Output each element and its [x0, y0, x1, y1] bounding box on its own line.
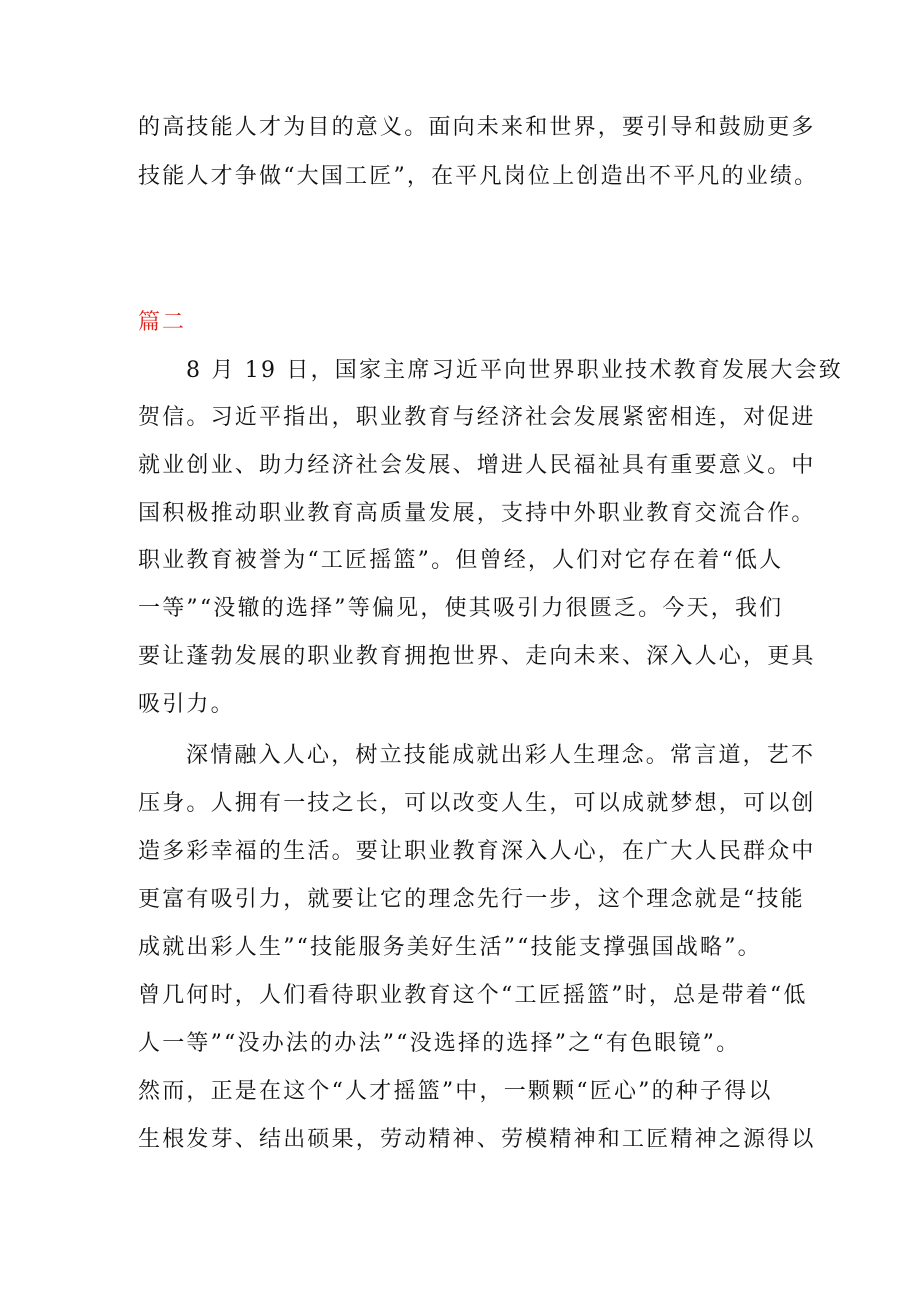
intro-line: 的高技能人才为目的意义。面向未来和世界，要引导和鼓励更多	[138, 115, 816, 140]
paragraph-line: 贺信。习近平指出，职业教育与经济社会发展紧密相连，对促进	[138, 405, 816, 430]
paragraph-line: 深情融入人心，树立技能成就出彩人生理念。常言道，艺不	[186, 743, 816, 768]
paragraph-line: 更富有吸引力，就要让它的理念先行一步，这个理念就是“技能	[138, 887, 805, 912]
paragraph-line: 人一等”“没办法的办法”“没选择的选择”之“有色眼镜”。	[138, 1031, 741, 1056]
paragraph-line: 要让蓬勃发展的职业教育拥抱世界、走向未来、深入人心，更具	[138, 644, 816, 669]
paragraph-line: 8 月 19 日，国家主席习近平向世界职业技术教育发展大会致	[186, 358, 843, 383]
paragraph-line: 生根发芽、结出硕果，劳动精神、劳模精神和工匠精神之源得以	[138, 1127, 816, 1152]
paragraph-line: 就业创业、助力经济社会发展、增进人民福祉具有重要意义。中	[138, 453, 816, 478]
section-heading: 篇二	[138, 310, 187, 335]
paragraph-line: 压身。人拥有一技之长，可以改变人生，可以成就梦想，可以创	[138, 791, 816, 816]
paragraph-line: 然而，正是在这个“人才摇篮”中，一颗颗“匠心”的种子得以	[138, 1079, 773, 1104]
paragraph-line: 成就出彩人生”“技能服务美好生活”“技能支撑强国战略”。	[138, 935, 762, 960]
paragraph-line: 造多彩幸福的生活。要让职业教育深入人心，在广大人民群众中	[138, 839, 816, 864]
paragraph-line: 一等”“没辙的选择”等偏见，使其吸引力很匮乏。今天，我们	[138, 596, 784, 621]
intro-line: 技能人才争做“大国工匠”，在平凡岗位上创造出不平凡的业绩。	[138, 164, 819, 189]
paragraph-line: 吸引力。	[138, 692, 235, 717]
paragraph-line: 职业教育被誉为“工匠摇篮”。但曾经，人们对它存在着“低人	[138, 548, 784, 573]
paragraph-line: 曾几何时，人们看待职业教育这个“工匠摇篮”时，总是带着“低	[138, 983, 808, 1008]
paragraph-line: 国积极推动职业教育高质量发展，支持中外职业教育交流合作。	[138, 501, 816, 526]
